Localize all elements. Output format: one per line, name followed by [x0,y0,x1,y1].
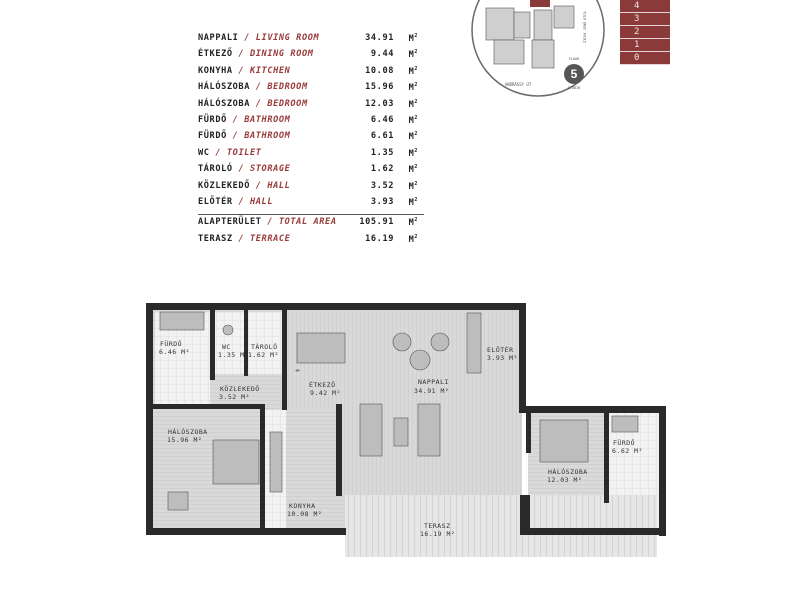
name-separator: / [255,82,262,93]
dining-table [297,333,345,363]
room-area-living: 34.91 M² [414,387,450,395]
floor-level-0: 0 [620,52,670,65]
room-area-kitchen: 10.08 M² [287,510,323,518]
area-unit: $M^2$ [408,180,418,192]
room-name-en: DINING ROOM [250,49,314,60]
room-area-terrace: 16.19 M² [420,530,456,538]
room-name-bath1: FÜRDŐ [160,340,183,348]
room-name-en: BEDROOM [267,82,308,93]
bed-1 [213,440,259,484]
room-name-en: STORAGE [250,164,291,175]
room-name-en: BEDROOM [267,98,308,109]
area-unit: $M^2$ [408,196,418,208]
area-unit: $M^2$ [408,98,418,110]
room-name-hu: HÁLÓSZOBA [198,82,250,93]
kitchen-counter [270,432,282,492]
room-area-value: 10.08 [365,65,394,76]
area-unit: $M^2$ [408,217,418,229]
room-name-en: BATHROOM [244,114,291,125]
room-area-value: 3.93 [370,196,394,207]
area-unit: $M^2$ [408,49,418,61]
room-area-bath1: 6.46 M² [159,348,190,356]
area-unit: $M^2$ [408,82,418,94]
room-area-wc: 1.35 M² [218,351,249,359]
room-name-wc: WC [222,343,231,351]
floor-level-3: 3 [620,13,670,26]
room-area-hall: 3.52 M² [219,393,250,401]
room-name-hu: FÜRDŐ [198,131,227,142]
name-separator: / [238,49,245,60]
room-area-value: 1.35 [370,147,394,158]
name-separator: / [215,147,222,158]
name-separator: / [238,233,245,244]
bathtub-2 [612,416,638,432]
floor-label: FLOOR [568,57,580,61]
floor-level-4: 4 [620,0,670,13]
room-name-en: TOILET [226,147,262,158]
name-separator: / [238,196,245,207]
room-name-hall: KÖZLEKEDŐ [220,385,260,393]
room-name-hu: TÁROLÓ [198,164,233,175]
room-area-value: 3.52 [370,180,394,191]
area-unit: $M^2$ [408,114,418,126]
room-area-entry: 3.93 M² [487,354,518,362]
room-area-storage: 1.62 M² [248,351,279,359]
name-separator: / [244,33,250,43]
room-area-value: 6.61 [370,131,394,142]
room-name-en: HALL [267,180,291,191]
name-separator: / [232,114,239,125]
room-area-value: 15.96 [365,82,394,93]
room-area-value: 12.03 [365,98,394,109]
room-name-hu: ELŐTÉR [198,196,233,207]
room-name-en: LIVING ROOM [255,33,320,43]
room-name-hu: WC [198,147,210,158]
room-area-bedroom1: 15.96 M² [167,436,203,444]
room-area-value: 105.91 [359,217,394,228]
room-area-bath2: 6.62 M² [612,447,643,455]
room-name-hu: ÉTKEZŐ [198,49,233,60]
room-name-en: BATHROOM [244,131,291,142]
room-name-kitchen: KONYHA [289,502,316,510]
room-name-hu: NAPPALI [198,33,239,43]
room-area-value: 9.44 [370,49,394,60]
name-separator: / [238,164,245,175]
room-name-en: HALL [250,196,274,207]
area-unit: $M^2$ [408,147,418,159]
room-name-bedroom2: HÁLÓSZOBA [548,468,588,476]
room-area-value: 6.46 [370,114,394,125]
room-name-hu: KONYHA [198,65,233,76]
room-name-bath2: FÜRDŐ [613,439,636,447]
room-name-living: NAPPALI [418,378,449,386]
room-name-en: KITCHEN [250,65,291,76]
room-area-dining: 9.42 M² [310,389,341,397]
room-area-value: 1.62 [370,164,394,175]
name-separator: / [255,180,262,191]
floor-word: ÖTÖDIK [567,86,581,90]
room-name-hu: FÜRDŐ [198,114,227,125]
room-name-hu: TERASZ [198,233,233,244]
room-name-dining: ÉTKEZŐ [309,381,336,389]
toilet [223,325,233,335]
name-separator: / [238,65,245,76]
floor-number: 5 [570,67,578,81]
room-name-storage: TÁROLÓ [251,343,278,351]
area-unit: $M^2$ [408,164,418,175]
area-unit: $M^2$ [408,131,418,143]
area-unit: $M^2$ [408,33,418,44]
room-name-en: TOTAL AREA [278,217,337,228]
area-unit: $M^2$ [408,65,418,77]
street-label-side: ZICHY JENŐ UTCA [583,11,587,43]
room-name-bedroom1: HÁLÓSZOBA [168,428,208,436]
room-area-value: 34.91 [365,33,394,43]
name-separator: / [255,98,262,109]
wardrobe [467,313,481,373]
name-separator: / [267,217,274,228]
coffee-table [410,350,430,370]
bathtub-1 [160,312,204,330]
room-name-terrace: TERASZ [424,522,451,530]
room-name-entry: ELŐTÉR [487,346,514,354]
floor-level-1: 1 [620,39,670,52]
floor-level-2: 2 [620,26,670,39]
room-name-en: TERRACE [250,233,291,244]
room-area-value: 16.19 [365,233,394,244]
room-name-hu: ALAPTERÜLET [198,217,262,228]
area-unit: $M^2$ [408,233,418,245]
room-name-hu: HÁLÓSZOBA [198,98,250,109]
name-separator: / [232,131,239,142]
street-label-bottom: ANDRÁSSY ÚT [504,82,532,87]
room-name-hu: KÖZLEKEDŐ [198,180,250,191]
bed-2 [540,420,588,462]
room-area-bedroom2: 12.03 M² [547,476,583,484]
armchair [168,492,188,510]
sofa [360,404,382,456]
